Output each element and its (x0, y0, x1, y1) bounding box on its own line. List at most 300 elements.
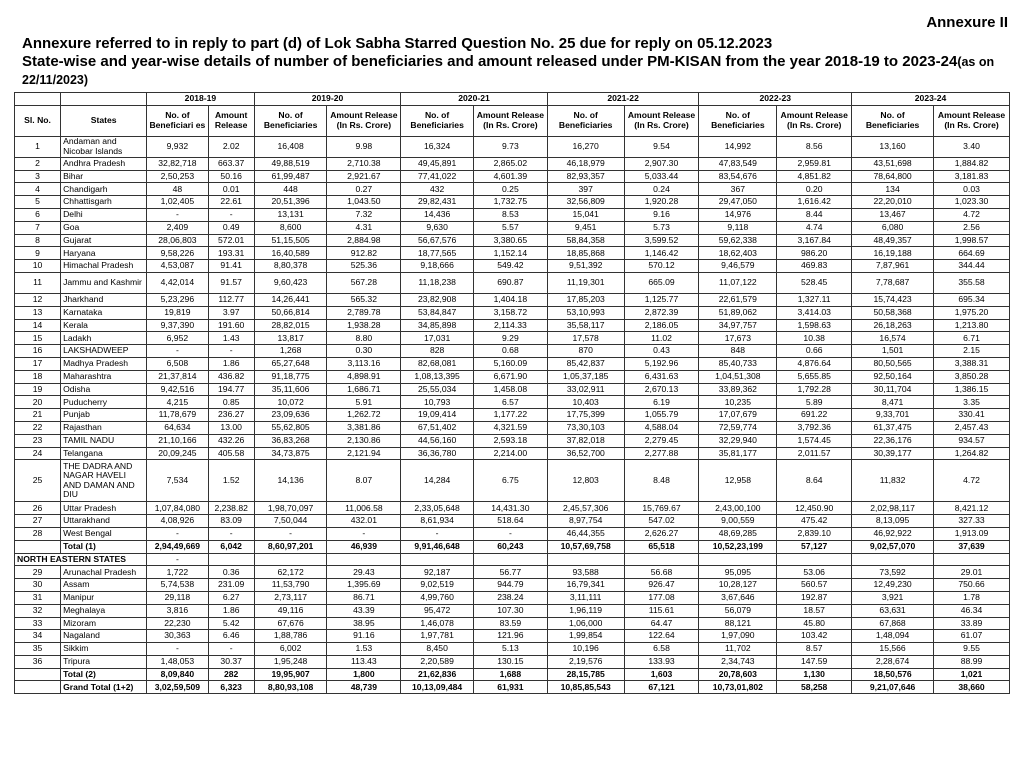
year-header: 2019-20 (254, 93, 401, 106)
state-name: Grand Total (1+2) (61, 681, 147, 694)
table-cell: 2,789.78 (327, 306, 401, 319)
table-cell: 4,99,760 (401, 591, 474, 604)
table-cell: 2,43,00,100 (699, 502, 777, 515)
table-cell: 44,56,160 (401, 434, 474, 447)
table-cell: - (147, 208, 208, 221)
table-cell: 9,451 (547, 221, 624, 234)
table-cell: 8,60,97,201 (254, 540, 327, 553)
table-cell: 2,279.45 (624, 434, 699, 447)
table-cell: 1,975.20 (934, 306, 1010, 319)
table-cell: 3,599.52 (624, 234, 699, 247)
table-cell: 0.36 (208, 566, 254, 579)
table-cell: 1,02,405 (147, 196, 208, 209)
table-cell: 2,593.18 (473, 434, 547, 447)
table-cell: 12,803 (547, 460, 624, 502)
table-cell: 14,436 (401, 208, 474, 221)
table-cell: 9.16 (624, 208, 699, 221)
table-cell-empty (401, 553, 474, 566)
table-row (15, 591, 1010, 604)
table-cell-empty (208, 553, 254, 566)
table-cell: 5.89 (777, 396, 852, 409)
table-cell: 16,408 (254, 136, 327, 157)
table-cell: 113.43 (327, 655, 401, 668)
state-name: Gujarat (61, 234, 147, 247)
serial-number: 24 (15, 447, 61, 460)
table-cell: 3,113.16 (327, 357, 401, 370)
table-cell: 50,66,814 (254, 306, 327, 319)
serial-number: 4 (15, 183, 61, 196)
table-cell: 355.58 (934, 272, 1010, 293)
table-cell: 10,235 (699, 396, 777, 409)
table-cell: 1,48,053 (147, 655, 208, 668)
table-cell: 36,83,268 (254, 434, 327, 447)
table-cell: 193.31 (208, 247, 254, 260)
table-cell: 86.71 (327, 591, 401, 604)
table-cell: 5,23,296 (147, 293, 208, 306)
table-cell: 9,932 (147, 136, 208, 157)
table-row (15, 515, 1010, 528)
table-row (15, 604, 1010, 617)
table-row (15, 383, 1010, 396)
table-cell: 26,18,263 (852, 319, 934, 332)
serial-number: 30 (15, 579, 61, 592)
table-cell: 14,26,441 (254, 293, 327, 306)
table-cell: 7,534 (147, 460, 208, 502)
table-cell: 2,28,674 (852, 655, 934, 668)
table-cell: 14,284 (401, 460, 474, 502)
table-cell: 46,92,922 (852, 527, 934, 540)
table-cell: 549.42 (473, 260, 547, 273)
table-cell: 1,458.08 (473, 383, 547, 396)
table-cell: 5,74,538 (147, 579, 208, 592)
table-cell: 2,884.98 (327, 234, 401, 247)
table-cell: 9,00,559 (699, 515, 777, 528)
column-header: No. of Beneficiaries (547, 105, 624, 136)
serial-number: 27 (15, 515, 61, 528)
table-cell: 65,27,648 (254, 357, 327, 370)
table-cell: 32,82,718 (147, 157, 208, 170)
table-cell: 11,53,790 (254, 579, 327, 592)
state-name: Haryana (61, 247, 147, 260)
table-cell: 49,45,891 (401, 157, 474, 170)
year-header: 2018-19 (147, 93, 255, 106)
table-cell: 122.64 (624, 630, 699, 643)
table-cell: 3,67,646 (699, 591, 777, 604)
table-cell: 8,09,840 (147, 668, 208, 681)
table-row (15, 170, 1010, 183)
table-cell: 6.58 (624, 643, 699, 656)
table-cell: 46.34 (934, 604, 1010, 617)
table-cell: 13,467 (852, 208, 934, 221)
table-cell: 83.09 (208, 515, 254, 528)
table-cell: 9,37,390 (147, 319, 208, 332)
table-cell: 1,998.57 (934, 234, 1010, 247)
table-cell: 16,79,341 (547, 579, 624, 592)
column-header: Amount Release (In Rs. Crore) (624, 105, 699, 136)
table-cell: 2,45,57,306 (547, 502, 624, 515)
table-cell: 1,043.50 (327, 196, 401, 209)
table-cell: 8,471 (852, 396, 934, 409)
table-row (15, 345, 1010, 358)
table-cell: 1,262.72 (327, 409, 401, 422)
table-cell: 2,50,253 (147, 170, 208, 183)
table-cell: 1,146.42 (624, 247, 699, 260)
table-cell: 35,11,606 (254, 383, 327, 396)
table-cell: 397 (547, 183, 624, 196)
table-cell: 1,884.82 (934, 157, 1010, 170)
table-cell: 9,02,519 (401, 579, 474, 592)
table-cell: 64.47 (624, 617, 699, 630)
table-cell: 10,85,85,543 (547, 681, 624, 694)
table-row (15, 370, 1010, 383)
table-cell: 236.27 (208, 409, 254, 422)
table-cell: 3,388.31 (934, 357, 1010, 370)
table-cell: 35,58,117 (547, 319, 624, 332)
table-cell: 0.30 (327, 345, 401, 358)
table-cell: 6.75 (473, 460, 547, 502)
table-cell: 9,33,701 (852, 409, 934, 422)
table-cell: - (327, 527, 401, 540)
table-cell: 1,98,70,097 (254, 502, 327, 515)
table-cell: 91.57 (208, 272, 254, 293)
table-cell: 2,872.39 (624, 306, 699, 319)
table-row (15, 319, 1010, 332)
table-cell: 4,42,014 (147, 272, 208, 293)
state-name: Kerala (61, 319, 147, 332)
table-cell: - (254, 527, 327, 540)
table-cell: 4,08,926 (147, 515, 208, 528)
table-cell: 8,61,934 (401, 515, 474, 528)
table-cell: 1,88,786 (254, 630, 327, 643)
table-row (15, 681, 1010, 694)
table-cell: 944.79 (473, 579, 547, 592)
table-cell: 11,006.58 (327, 502, 401, 515)
table-cell: 3,850.28 (934, 370, 1010, 383)
serial-number: 22 (15, 421, 61, 434)
table-cell: 14,136 (254, 460, 327, 502)
table-cell: 986.20 (777, 247, 852, 260)
column-header: Sl. No. (15, 105, 61, 136)
table-cell: 750.66 (934, 579, 1010, 592)
serial-number: 28 (15, 527, 61, 540)
table-cell: 8.56 (777, 136, 852, 157)
table-cell: 83,54,676 (699, 170, 777, 183)
table-cell: 10,196 (547, 643, 624, 656)
table-cell: 9,02,57,070 (852, 540, 934, 553)
table-cell: 7.32 (327, 208, 401, 221)
table-cell: - (208, 527, 254, 540)
table-cell: 95,095 (699, 566, 777, 579)
table-cell: 2,011.57 (777, 447, 852, 460)
table-cell: 432.01 (327, 515, 401, 528)
table-row (15, 553, 1010, 566)
column-header: No. of Beneficiari es (147, 105, 208, 136)
table-cell: 1,08,13,395 (401, 370, 474, 383)
table-cell-empty (547, 553, 624, 566)
table-cell: 330.41 (934, 409, 1010, 422)
column-header: No. of Beneficiaries (254, 105, 327, 136)
table-row (15, 655, 1010, 668)
table-cell: 1,598.63 (777, 319, 852, 332)
table-cell: 10,403 (547, 396, 624, 409)
table-cell: 9,58,226 (147, 247, 208, 260)
table-row (15, 332, 1010, 345)
table-cell: 191.60 (208, 319, 254, 332)
serial-number: 8 (15, 234, 61, 247)
table-cell: 2,907.30 (624, 157, 699, 170)
table-cell: 17,75,399 (547, 409, 624, 422)
table-row (15, 409, 1010, 422)
table-cell: 22.61 (208, 196, 254, 209)
table-cell: 48 (147, 183, 208, 196)
state-name: Puducherry (61, 396, 147, 409)
serial-number: 21 (15, 409, 61, 422)
table-cell: 528.45 (777, 272, 852, 293)
table-cell: 115.61 (624, 604, 699, 617)
table-cell: 2,19,576 (547, 655, 624, 668)
table-cell: 121.96 (473, 630, 547, 643)
table-cell: 37,639 (934, 540, 1010, 553)
table-cell: 10,793 (401, 396, 474, 409)
table-cell: 4,588.04 (624, 421, 699, 434)
state-name: Telangana (61, 447, 147, 460)
table-cell: 53,84,847 (401, 306, 474, 319)
state-name: Assam (61, 579, 147, 592)
table-cell: 10,73,01,802 (699, 681, 777, 694)
table-row (15, 579, 1010, 592)
table-cell: 475.42 (777, 515, 852, 528)
serial-number: 2 (15, 157, 61, 170)
table-cell: 33,89,362 (699, 383, 777, 396)
serial-number: 14 (15, 319, 61, 332)
table-row (15, 643, 1010, 656)
beneficiaries-table (14, 92, 1010, 694)
table-cell: 1,603 (624, 668, 699, 681)
table-cell: 7,50,044 (254, 515, 327, 528)
table-cell-empty (254, 553, 327, 566)
table-cell: 9,51,392 (547, 260, 624, 273)
serial-number: 32 (15, 604, 61, 617)
table-row (15, 630, 1010, 643)
table-cell: 2,277.88 (624, 447, 699, 460)
table-cell: 57,127 (777, 540, 852, 553)
table-cell: 0.03 (934, 183, 1010, 196)
table-cell-empty (934, 553, 1010, 566)
state-name: Ladakh (61, 332, 147, 345)
table-cell: 194.77 (208, 383, 254, 396)
table-cell: 14,992 (699, 136, 777, 157)
table-cell: 690.87 (473, 272, 547, 293)
state-name: Andhra Pradesh (61, 157, 147, 170)
table-cell: 2,710.38 (327, 157, 401, 170)
table-cell: 64,634 (147, 421, 208, 434)
table-cell: 43,51,698 (852, 157, 934, 170)
table-cell: 1,404.18 (473, 293, 547, 306)
state-name: Madhya Pradesh (61, 357, 147, 370)
table-cell: 570.12 (624, 260, 699, 273)
table-cell: 1,501 (852, 345, 934, 358)
table-cell: 11,702 (699, 643, 777, 656)
table-cell: 8,600 (254, 221, 327, 234)
serial-number: 29 (15, 566, 61, 579)
table-cell: 19,09,414 (401, 409, 474, 422)
table-cell-empty (777, 553, 852, 566)
table-cell: 4,215 (147, 396, 208, 409)
table-cell: 3,11,111 (547, 591, 624, 604)
serial-number: 1 (15, 136, 61, 157)
table-cell: 29,47,050 (699, 196, 777, 209)
table-cell: 192.87 (777, 591, 852, 604)
table-cell: 85,42,837 (547, 357, 624, 370)
table-cell: 432.26 (208, 434, 254, 447)
section-heading: NORTH EASTERN STATES (15, 553, 147, 566)
table-cell: 82,68,081 (401, 357, 474, 370)
table-cell: 1,04,51,308 (699, 370, 777, 383)
table-cell-empty (473, 553, 547, 566)
table-cell: 88.99 (934, 655, 1010, 668)
table-cell: 46,44,355 (547, 527, 624, 540)
table-cell: 28,82,015 (254, 319, 327, 332)
table-cell: 15,74,423 (852, 293, 934, 306)
state-name: Nagaland (61, 630, 147, 643)
table-cell: 23,09,636 (254, 409, 327, 422)
table-cell: 1,97,090 (699, 630, 777, 643)
table-cell: 65,518 (624, 540, 699, 553)
table-cell: 29.43 (327, 566, 401, 579)
state-name: Mizoram (61, 617, 147, 630)
table-cell-empty (699, 553, 777, 566)
table-cell: 1,125.77 (624, 293, 699, 306)
table-cell: 2,921.67 (327, 170, 401, 183)
table-cell: 72,59,774 (699, 421, 777, 434)
table-row (15, 306, 1010, 319)
serial-number: 6 (15, 208, 61, 221)
table-cell: 78,64,800 (852, 170, 934, 183)
table-row (15, 272, 1010, 293)
table-cell: 1,264.82 (934, 447, 1010, 460)
table-cell: 1,616.42 (777, 196, 852, 209)
table-cell: 63,631 (852, 604, 934, 617)
table-cell: 5.13 (473, 643, 547, 656)
table-cell: 18,62,403 (699, 247, 777, 260)
table-cell: 4,851.82 (777, 170, 852, 183)
table-cell: 67,868 (852, 617, 934, 630)
table-cell: - (208, 643, 254, 656)
table-cell: 18.57 (777, 604, 852, 617)
table-cell: 1,732.75 (473, 196, 547, 209)
table-cell: 8,80,93,108 (254, 681, 327, 694)
column-header: Amount Release (208, 105, 254, 136)
table-cell: 83.59 (473, 617, 547, 630)
table-row (15, 247, 1010, 260)
table-cell: 15,769.67 (624, 502, 699, 515)
table-cell: 32,29,940 (699, 434, 777, 447)
table-cell: 282 (208, 668, 254, 681)
table-cell: 17,578 (547, 332, 624, 345)
table-cell: 912.82 (327, 247, 401, 260)
table-cell: 4,876.64 (777, 357, 852, 370)
table-cell: 2,409 (147, 221, 208, 234)
table-cell: 21,37,814 (147, 370, 208, 383)
table-cell: 59,62,338 (699, 234, 777, 247)
title-line-2-main: State-wise and year-wise details of number of beneficiaries and amount released under PM-KISAN from the year 2018-19 to 2023-24 (22, 53, 958, 70)
table-cell: 1.86 (208, 357, 254, 370)
table-cell: 33,02,911 (547, 383, 624, 396)
table-cell: 0.27 (327, 183, 401, 196)
table-row (15, 540, 1010, 553)
table-cell: 6,952 (147, 332, 208, 345)
column-header: Amount Release (In Rs. Crore) (777, 105, 852, 136)
table-cell: 92,50,164 (852, 370, 934, 383)
table-cell: 9.29 (473, 332, 547, 345)
table-cell: 58,258 (777, 681, 852, 694)
table-row (15, 502, 1010, 515)
table-cell: 0.66 (777, 345, 852, 358)
table-cell: 85,40,733 (699, 357, 777, 370)
table-cell: 5,033.44 (624, 170, 699, 183)
table-cell: 34,97,757 (699, 319, 777, 332)
table-cell: 238.24 (473, 591, 547, 604)
serial-number: 11 (15, 272, 61, 293)
state-name: Meghalaya (61, 604, 147, 617)
table-cell: 50.16 (208, 170, 254, 183)
table-cell: 567.28 (327, 272, 401, 293)
table-cell: 45.80 (777, 617, 852, 630)
serial-number: 16 (15, 345, 61, 358)
table-cell: 32,56,809 (547, 196, 624, 209)
table-cell: 1,574.45 (777, 434, 852, 447)
table-cell: - (147, 643, 208, 656)
table-cell: 1.43 (208, 332, 254, 345)
table-cell: 22,61,579 (699, 293, 777, 306)
state-name: Manipur (61, 591, 147, 604)
table-cell: 4,321.59 (473, 421, 547, 434)
table-cell: 6.27 (208, 591, 254, 604)
table-cell: - (147, 553, 208, 566)
table-cell: 327.33 (934, 515, 1010, 528)
table-cell: 34,73,875 (254, 447, 327, 460)
table-cell: 1,913.09 (934, 527, 1010, 540)
table-cell: 23,82,908 (401, 293, 474, 306)
table-cell: 10,13,09,484 (401, 681, 474, 694)
document-title (22, 35, 1012, 89)
table-cell: 1,213.80 (934, 319, 1010, 332)
table-cell: 9.73 (473, 136, 547, 157)
table-cell: 1,96,119 (547, 604, 624, 617)
table-cell: 62,172 (254, 566, 327, 579)
table-cell: 77,41,022 (401, 170, 474, 183)
table-cell: 8,80,378 (254, 260, 327, 273)
table-cell: 9,42,516 (147, 383, 208, 396)
serial-number: 33 (15, 617, 61, 630)
table-cell-empty (852, 553, 934, 566)
table-cell: 2,670.13 (624, 383, 699, 396)
state-name: Jammu and Kashmir (61, 272, 147, 293)
table-cell: 36,36,780 (401, 447, 474, 460)
serial-number: 31 (15, 591, 61, 604)
table-cell: 3,02,59,509 (147, 681, 208, 694)
table-cell: 4.31 (327, 221, 401, 234)
table-cell: 1,395.69 (327, 579, 401, 592)
title-line-1: Annexure referred to in reply to part (d) of Lok Sabha Starred Question No. 25 due for reply on 05.12.2023 (22, 35, 773, 52)
table-cell: 2.02 (208, 136, 254, 157)
table-cell: 22,36,176 (852, 434, 934, 447)
serial-number: 18 (15, 370, 61, 383)
table-cell: 6,508 (147, 357, 208, 370)
table-cell: 1,05,37,185 (547, 370, 624, 383)
state-name: Himachal Pradesh (61, 260, 147, 273)
table-cell: 4,601.39 (473, 170, 547, 183)
